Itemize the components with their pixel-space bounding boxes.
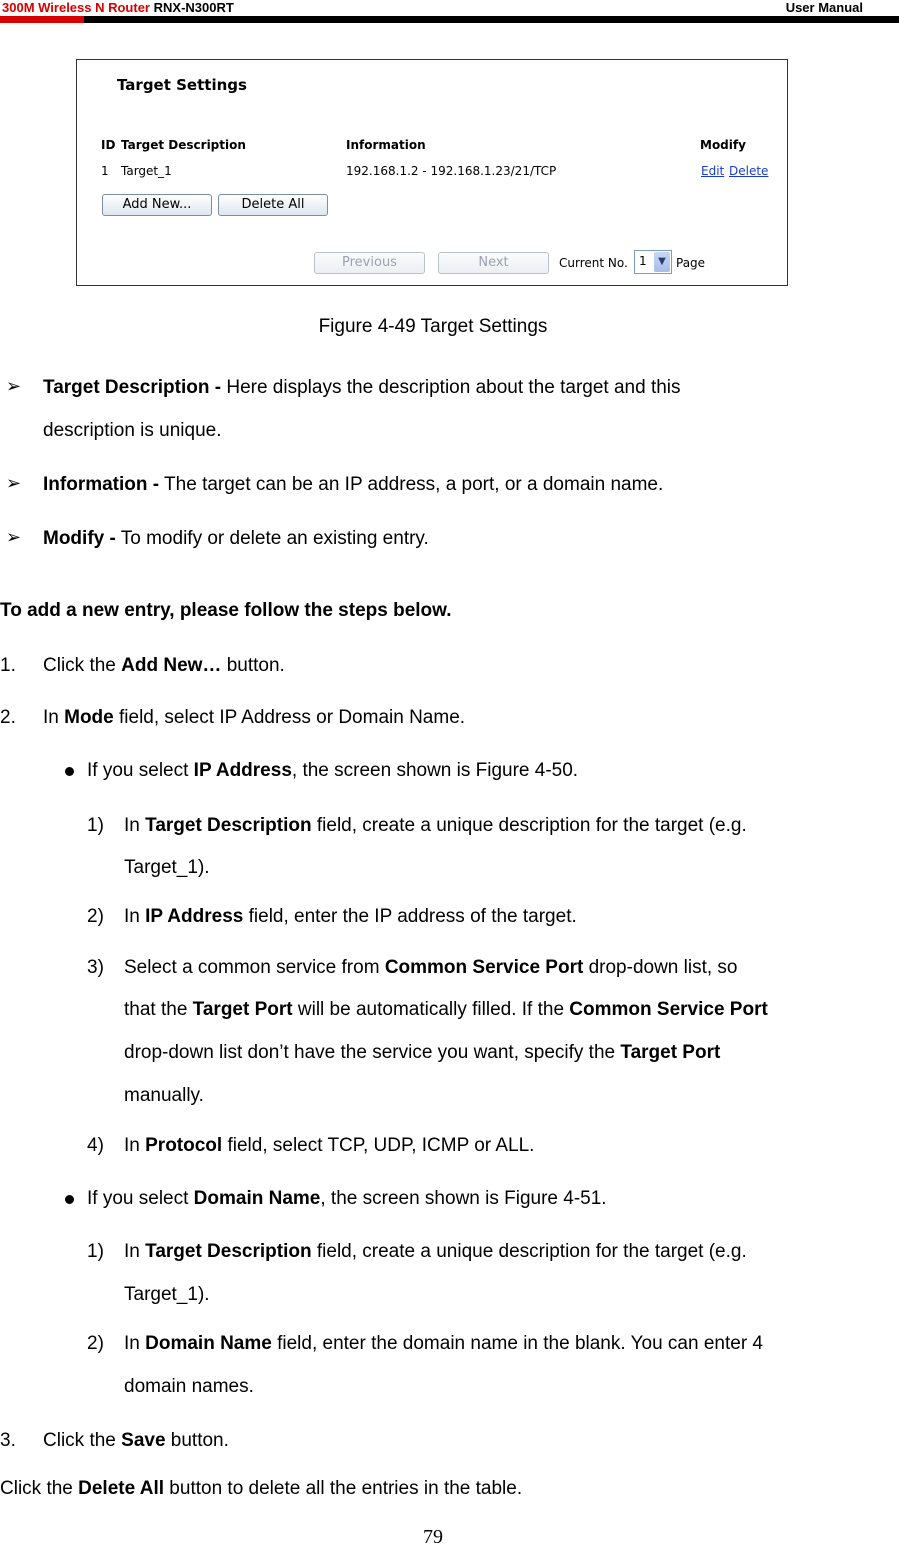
row-id: 1 — [101, 164, 109, 178]
bullet-bold: Information - — [43, 474, 160, 495]
chevron-down-icon[interactable]: ▼ — [654, 252, 670, 272]
page-label: Page — [676, 256, 706, 270]
ip-item-1-number: 1) — [87, 815, 104, 836]
text-bold: Common Service Port — [384, 957, 584, 978]
current-no-label: Current No. — [559, 256, 628, 270]
row-description: Target_1 — [121, 164, 172, 178]
step-1 — [43, 655, 285, 677]
text: button to delete all the entries in the table. — [164, 1478, 523, 1499]
text-bold: Target Description — [145, 1241, 312, 1262]
ip-item-2-number: 2) — [87, 906, 104, 927]
text: In — [43, 707, 65, 728]
ip-address-lead — [87, 760, 578, 782]
header-title — [2, 0, 234, 15]
text: If you select — [87, 760, 194, 781]
text: In — [124, 1135, 146, 1156]
ip-item-4-number: 4) — [87, 1135, 104, 1156]
text: In — [124, 906, 146, 927]
text-bold: Target Description — [145, 815, 312, 836]
domain-name-lead — [87, 1188, 607, 1210]
text: button. — [165, 1430, 229, 1451]
row-information: 192.168.1.2 - 192.168.1.23/21/TCP — [346, 164, 557, 178]
text: In — [124, 1241, 146, 1262]
text: that the — [124, 999, 193, 1020]
col-modify: Modify — [700, 138, 746, 152]
page-select-value: 1 — [639, 254, 647, 268]
text-bold: Target Port — [620, 1042, 721, 1063]
text-bold: Save — [121, 1430, 166, 1451]
header-model: RNX-N300RT — [153, 0, 234, 15]
dn-item-2-cont: domain names. — [124, 1376, 254, 1397]
page-header — [0, 0, 899, 24]
text-bold: IP Address — [193, 760, 292, 781]
bullet-text: To modify or delete an existing entry. — [115, 528, 429, 549]
text: In — [124, 815, 146, 836]
header-product: 300M Wireless N Router — [2, 0, 150, 15]
text: drop-down list, so — [583, 957, 738, 978]
text: field, select TCP, UDP, ICMP or ALL. — [222, 1135, 535, 1156]
dn-item-2-number: 2) — [87, 1333, 104, 1354]
header-rule — [0, 16, 899, 23]
dn-item-1-number: 1) — [87, 1241, 104, 1262]
bullet-modify — [43, 528, 429, 550]
target-settings-figure — [76, 59, 788, 286]
add-new-button[interactable]: Add New... — [102, 194, 212, 216]
col-id: ID — [101, 138, 116, 152]
page-select[interactable] — [634, 250, 672, 274]
dn-item-2 — [124, 1333, 763, 1355]
step-2-number: 2. — [0, 707, 16, 728]
step-1-number: 1. — [0, 655, 16, 676]
text: , the screen shown is Figure 4-50. — [291, 760, 579, 781]
text-bold: Domain Name — [145, 1333, 272, 1354]
ip-item-1-cont: Target_1). — [124, 857, 210, 878]
ip-item-3-number: 3) — [87, 957, 104, 978]
steps-heading: To add a new entry, please follow the steps below. — [0, 600, 452, 621]
dn-item-1-cont: Target_1). — [124, 1284, 210, 1305]
text-bold: Target Port — [192, 999, 293, 1020]
ip-item-4 — [124, 1135, 534, 1157]
text: Click the — [43, 1430, 122, 1451]
text: , the screen shown is Figure 4-51. — [320, 1188, 607, 1209]
ip-item-1 — [124, 815, 747, 837]
step-3 — [43, 1430, 229, 1452]
step-2 — [43, 707, 465, 729]
ip-item-3 — [124, 957, 738, 979]
arrow-bullet-icon: ➢ — [6, 527, 22, 547]
text: drop-down list don’t have the service you want, specify the — [124, 1042, 621, 1063]
col-target-description: Target Description — [121, 138, 246, 152]
text: field, enter the IP address of the target. — [243, 906, 577, 927]
text-bold: Domain Name — [193, 1188, 321, 1209]
ip-item-3-line-2 — [124, 999, 768, 1021]
bullet-dot-icon — [65, 1195, 74, 1204]
bullet-bold: Modify - — [43, 528, 116, 549]
figure-title: Target Settings — [117, 76, 247, 94]
text: field, create a unique description for the target (e.g. — [311, 1241, 747, 1262]
header-rule-accent — [0, 16, 84, 23]
text-bold: Add New… — [121, 655, 222, 676]
edit-link[interactable]: Edit — [701, 164, 725, 178]
text: Select a common service from — [124, 957, 385, 978]
bullet-dot-icon — [65, 767, 74, 776]
text: will be automatically filled. If the — [292, 999, 570, 1020]
text: field, select IP Address or Domain Name. — [113, 707, 466, 728]
bullet-bold: Target Description - — [43, 377, 222, 398]
bullet-text: Here displays the description about the target and this — [221, 377, 681, 398]
bullet-text: The target can be an IP address, a port, or a domain name. — [159, 474, 664, 495]
arrow-bullet-icon: ➢ — [6, 473, 22, 493]
text: In — [124, 1333, 146, 1354]
header-doc: User Manual — [785, 0, 863, 15]
text-bold: Common Service Port — [569, 999, 768, 1020]
bullet-target-description — [43, 377, 681, 399]
text: If you select — [87, 1188, 194, 1209]
arrow-bullet-icon: ➢ — [6, 376, 22, 396]
delete-link[interactable]: Delete — [729, 164, 769, 178]
previous-button[interactable]: Previous — [314, 252, 425, 274]
text: field, enter the domain name in the blank. You can enter 4 — [271, 1333, 763, 1354]
text-bold: Mode — [64, 707, 114, 728]
dn-item-1 — [124, 1241, 747, 1263]
text-bold: IP Address — [145, 906, 244, 927]
text: field, create a unique description for the target (e.g. — [311, 815, 747, 836]
text-bold: Protocol — [145, 1135, 223, 1156]
col-information: Information — [346, 138, 426, 152]
ip-item-3-line-4: manually. — [124, 1085, 204, 1106]
page-number: 79 — [423, 1526, 443, 1548]
text: button. — [221, 655, 285, 676]
figure-caption: Figure 4-49 Target Settings — [318, 316, 548, 337]
bullet-information — [43, 474, 663, 496]
next-button[interactable]: Next — [438, 252, 549, 274]
step-3-number: 3. — [0, 1430, 16, 1451]
text-bold: Delete All — [78, 1478, 165, 1499]
final-note — [0, 1478, 522, 1500]
ip-item-2 — [124, 906, 577, 928]
ip-item-3-line-3 — [124, 1042, 720, 1064]
text: Click the — [0, 1478, 79, 1499]
text: Click the — [43, 655, 122, 676]
bullet-target-description-cont: description is unique. — [43, 420, 222, 441]
delete-all-button[interactable]: Delete All — [218, 194, 328, 216]
